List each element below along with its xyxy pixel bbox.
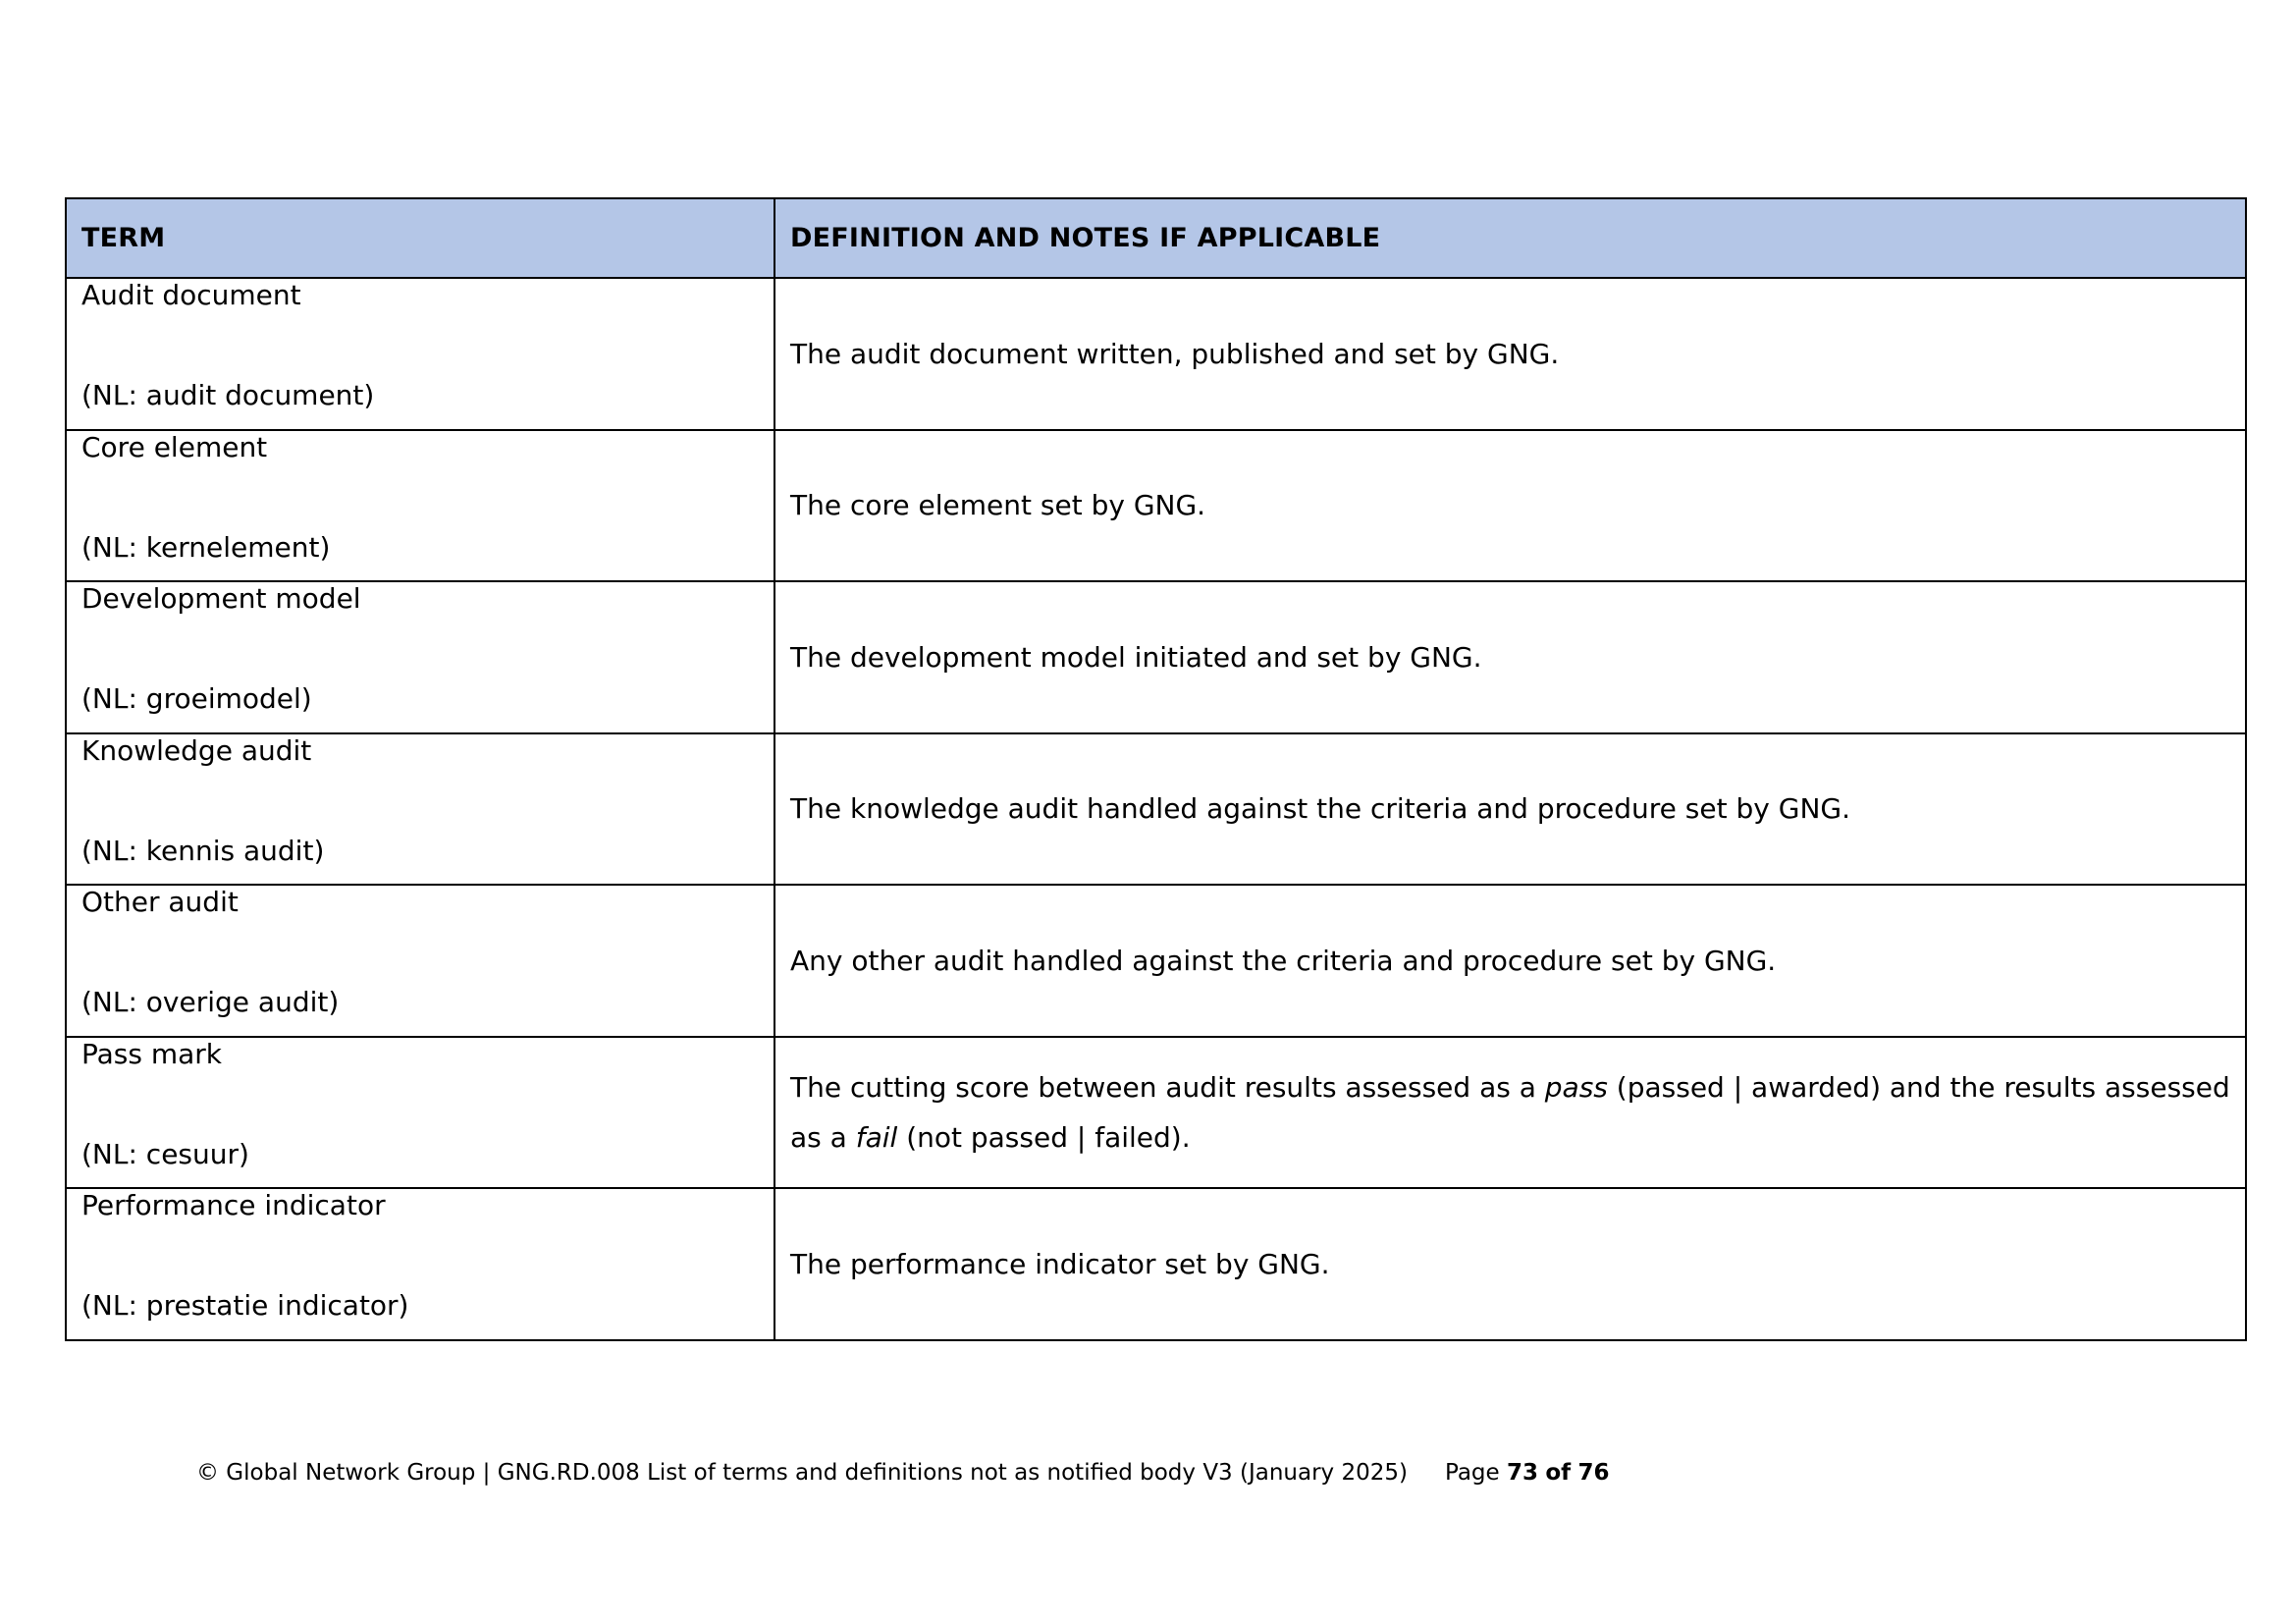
definition-cell: The audit document written, published and set by GNG. <box>774 278 2246 430</box>
footer-copyright: © Global Network Group | GNG.RD.008 List of terms and definitions not as notified body V3 (January 2025) <box>196 1460 1408 1486</box>
term-cell <box>66 733 774 886</box>
definition-cell: Any other audit handled against the criteria and procedure set by GNG. <box>774 885 2246 1037</box>
term-name: Audit document <box>81 279 301 311</box>
definition-cell: The development model initiated and set by GNG. <box>774 581 2246 733</box>
table-row <box>66 581 2246 733</box>
definition-text: The cutting score between audit results assessed as a <box>790 1070 1545 1104</box>
definition-cell: The core element set by GNG. <box>774 430 2246 582</box>
footer-page-label: Page <box>1444 1460 1500 1486</box>
table-row <box>66 1037 2246 1189</box>
definition-cell <box>774 1037 2246 1189</box>
term-name: Performance indicator <box>81 1189 386 1221</box>
definition-cell: The performance indicator set by GNG. <box>774 1188 2246 1340</box>
term-dutch-translation: (NL: overige audit) <box>81 986 340 1018</box>
definition-emphasis-pass: pass <box>1544 1070 1608 1104</box>
definition-cell: The knowledge audit handled against the criteria and procedure set by GNG. <box>774 733 2246 886</box>
term-dutch-translation: (NL: kernelement) <box>81 530 331 564</box>
term-dutch-translation: (NL: cesuur) <box>81 1137 249 1170</box>
footer-page-total: 76 <box>1577 1460 1610 1486</box>
term-dutch-translation: (NL: kennis audit) <box>81 834 325 867</box>
term-name: Other audit <box>81 886 239 918</box>
definition-text: (passed | awarded) and the results assessed as a <box>790 1070 2230 1154</box>
terms-table <box>65 197 2247 1341</box>
term-cell <box>66 430 774 582</box>
term-cell <box>66 1037 774 1189</box>
term-dutch-translation: (NL: prestatie indicator) <box>81 1289 409 1322</box>
table-header-row <box>66 198 2246 278</box>
footer-page-current: 73 <box>1506 1460 1538 1486</box>
term-name: Knowledge audit <box>81 733 312 767</box>
definition-emphasis-fail: fail <box>855 1120 898 1154</box>
header-definition: DEFINITION AND NOTES IF APPLICABLE <box>774 198 2246 278</box>
table-row <box>66 1188 2246 1340</box>
header-term: TERM <box>66 198 774 278</box>
page-footer <box>196 1460 1609 1486</box>
term-cell <box>66 581 774 733</box>
term-name: Pass mark <box>81 1037 223 1070</box>
table-row <box>66 885 2246 1037</box>
term-cell <box>66 885 774 1037</box>
term-dutch-translation: (NL: audit document) <box>81 379 375 411</box>
term-name: Development model <box>81 582 361 615</box>
table-row <box>66 733 2246 886</box>
table-row <box>66 278 2246 430</box>
term-dutch-translation: (NL: groeimodel) <box>81 682 312 715</box>
table-row <box>66 430 2246 582</box>
definition-text: (not passed | failed). <box>897 1120 1191 1154</box>
term-cell <box>66 278 774 430</box>
term-cell <box>66 1188 774 1340</box>
footer-page-of: of <box>1545 1460 1572 1486</box>
term-name: Core element <box>81 430 268 463</box>
